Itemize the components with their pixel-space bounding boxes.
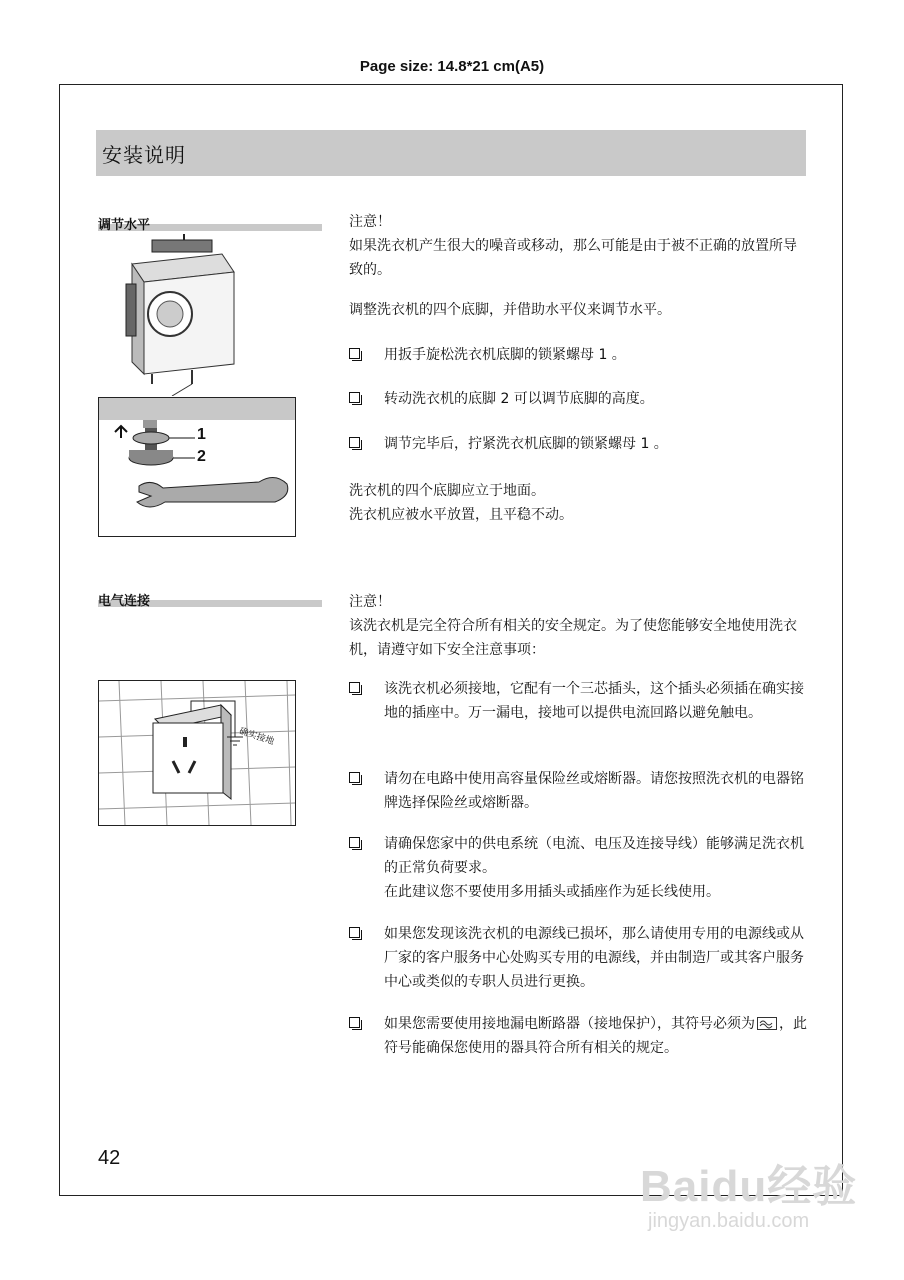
page-size-header: Page size: 14.8*21 cm(A5) (359, 58, 545, 75)
baidu-watermark: Baidu经验 jingyan.baidu.com (640, 1162, 858, 1232)
electrical-item: 如果您发现该洗衣机的电源线已损坏，那么请使用专用的电源线或从厂家的客户服务中心处购买专用的电源线，并由制造厂或其客户服务中心或类似的专职人员进行更换。 (349, 922, 809, 994)
electrical-item: 如果您需要使用接地漏电断路器（接地保护），其符号必须为 ，此符号能确保您使用的器具符合所有相关的规定。 (349, 1012, 809, 1060)
leveling-note (349, 210, 809, 282)
checkbox-icon (349, 1017, 360, 1028)
leveling-label: 调节水平 (98, 214, 322, 234)
checkbox-icon (349, 682, 360, 693)
checkbox-icon (349, 772, 360, 783)
leveling-step: 转动洗衣机的底脚 2 可以调节底脚的高度。 (349, 387, 809, 411)
electrical-item: 请确保您家中的供电系统（电流、电压及连接导线）能够满足洗衣机的正常负荷要求。 在此建议您不要使用多用插头或插座作为延长线使用。 (349, 832, 809, 904)
page-title: 安装说明 (102, 143, 186, 167)
checkbox-icon (349, 392, 360, 403)
leveling-closing: 洗衣机的四个底脚应立于地面。 洗衣机应被水平放置，且平稳不动。 (349, 483, 573, 523)
checkbox-icon (349, 437, 360, 448)
checkbox-icon (349, 927, 360, 938)
leveling-note-body: 如果洗衣机产生很大的噪音或移动，那么可能是由于被不正确的放置所导致的。 (349, 238, 797, 278)
leveling-intro: 调整洗衣机的四个底脚，并借助水平仪来调节水平。 (349, 302, 671, 318)
foot-detail-picture (98, 397, 296, 537)
callout-1: 1 (197, 426, 206, 443)
ground-label: 确实接地 (237, 726, 276, 748)
callout-2: 2 (197, 448, 206, 465)
checkbox-icon (349, 348, 360, 359)
electrical-note-body: 该洗衣机是完全符合所有相关的安全规定。为了使您能够安全地使用洗衣机，请遵守如下安全注意事项： (349, 618, 797, 658)
socket-picture (98, 680, 296, 826)
washer-illustration (112, 234, 242, 396)
page-number: 42 (98, 1147, 121, 1169)
section-title-bar (96, 130, 806, 176)
leveling-step: 调节完毕后，拧紧洗衣机底脚的锁紧螺母 1 。 (349, 432, 809, 456)
leveling-step: 用扳手旋松洗衣机底脚的锁紧螺母 1 。 (349, 343, 809, 367)
checkbox-icon (349, 837, 360, 848)
rcd-symbol-icon (757, 1017, 777, 1030)
electrical-note (349, 590, 809, 662)
electrical-item: 请勿在电路中使用高容量保险丝或熔断器。请您按照洗衣机的电器铭牌选择保险丝或熔断器。 (349, 767, 809, 815)
electrical-item: 该洗衣机必须接地，它配有一个三芯插头，这个插头必须插在确实接地的插座中。万一漏电，接地可以提供电流回路以避免触电。 (349, 677, 809, 725)
leveling-note-title: 注意！ (349, 214, 391, 230)
electrical-note-title: 注意！ (349, 594, 391, 610)
electrical-label: 电气连接 (98, 590, 322, 610)
